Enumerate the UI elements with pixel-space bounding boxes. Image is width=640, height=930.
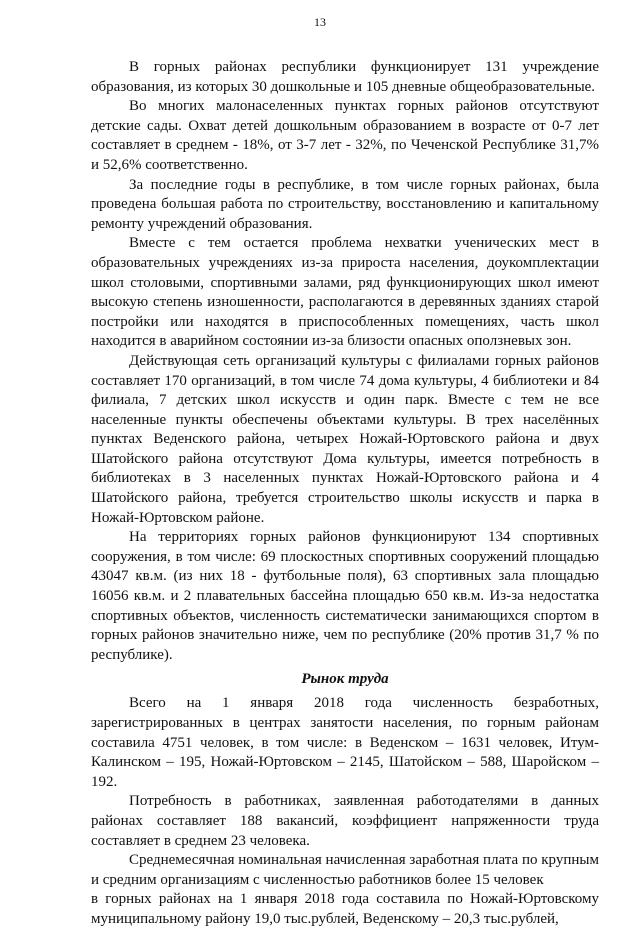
paragraph-vacancies: Потребность в работниках, заявленная работодателями в данных районах составляет 188 вакансий, коэффициент напряженности труда составляет в среднем 23 человека.	[91, 793, 599, 849]
paragraph-school-shortage: Вместе с тем остается проблема нехватки ученических мест в образовательных учреждениях из-за прироста населения, доукомплектации школ столовыми, спортивными залами, ряд функционирующих школ имеют высокую степень изношенности, располагаются в деревянных зданиях старой постройки или находятся в приспособленных помещениях, часть школ находится в аварийном состоянии из-за близости опасных оползневых зон.	[91, 235, 599, 350]
paragraph-wages-continuation: в горных районах на 1 января 2018 года составила по Ножай-Юртовскому муниципальному району 19,0 тыс.рублей, Веденскому – 20,3 тыс.рублей,	[91, 891, 599, 927]
section-heading-labor-market: Рынок труда	[301, 671, 389, 688]
page-number: 13	[314, 15, 326, 29]
paragraph-wages: Среднемесячная номинальная начисленная заработная плата по крупным и средним организациям с численностью работников более 15 человек	[91, 852, 599, 888]
document-body	[91, 58, 599, 930]
paragraph-culture-network: Действующая сеть организаций культуры с филиалами горных районов составляет 170 организаций, в том числе 74 дома культуры, 4 библиотеки и 84 филиала, 7 детских школ искусств и один парк. Вместе с тем не все населенные пункты обеспечены объектами культуры. В трех населённых пунктах Веденского района, четырех Ножай-Юртовского района и двух Шатойского района отсутствуют Дома культуры, имеется потребность в библиотеках в 3 населенных пунктах Ножай-Юртовского района и 4 Шатойского района, требуется строительство школы искусств и парка в Ножай-Юртовском районе.	[91, 352, 599, 526]
paragraph-sports-facilities: На территориях горных районов функционируют 134 спортивных сооружения, в том числе: 69 плоскостных спортивных сооружений площадью 43047 кв.м. (из них 18 - футбольные поля), 63 спортивных зала площадью 16056 кв.м. и 2 плавательных бассейна площадью 650 кв.м. Из-за недостатка спортивных объектов, численность систематически занимающихся спортом в горных районов значительно ниже, чем по республике (20% против 31,7 % по республике).	[91, 529, 599, 663]
paragraph-unemployment: Всего на 1 января 2018 года численность безработных, зарегистрированных в центрах занятости населения, по горным районам составила 4751 человек, в том числе: в Веденском – 1631 человек, Итум-Калинском – 195, Ножай-Юртовском – 2145, Шатойском – 588, Шаройском – 192.	[91, 695, 599, 790]
paragraph-education-institutions: В горных районах республики функционирует 131 учреждение образования, из которых 30 дошкольные и 105 дневные общеобразовательные.	[91, 59, 599, 95]
paragraph-construction: За последние годы в республике, в том числе горных районах, была проведена большая работа по строительству, восстановлению и капитальному ремонту учреждений образования.	[91, 176, 599, 232]
paragraph-kindergartens: Во многих малонаселенных пунктах горных районов отсутствуют детские сады. Охват детей дошкольным образованием в возрасте от 0-7 лет составляет в среднем - 18%, от 3-7 лет - 32%, по Чеченской Республике 31,7% и 52,6% соответственно.	[91, 98, 599, 173]
